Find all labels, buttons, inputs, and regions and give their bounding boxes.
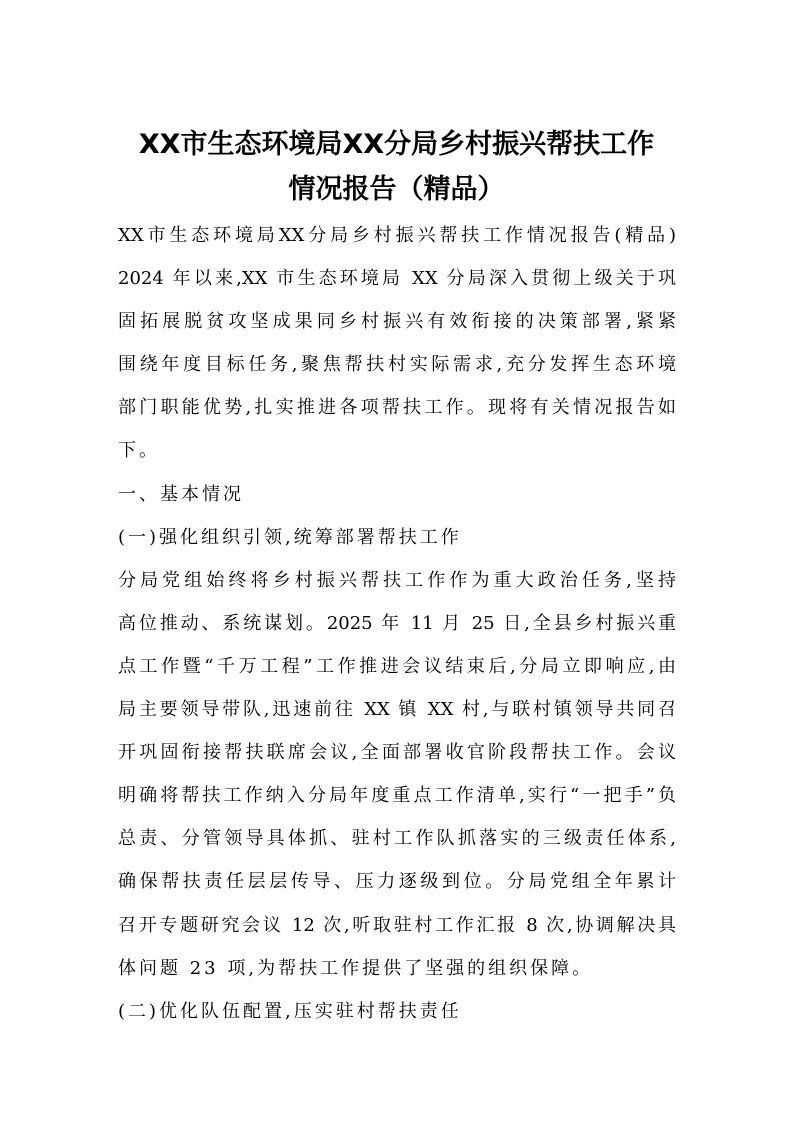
text-line: 确保帮扶责任层层传导、压力逐级到位。分局党组全年累计 <box>118 871 676 893</box>
document-title <box>0 122 793 212</box>
text-line: 下。 <box>118 440 160 462</box>
text-line: (二)优化队伍配置,压实驻村帮扶责任 <box>118 1000 462 1022</box>
text-line: 局主要领导带队,迅速前往 XX 镇 XX 村,与联村镇领导共同召 <box>118 699 676 721</box>
text-line: 召开专题研究会议 12 次,听取驻村工作汇报 8 次,协调解决具 <box>118 914 676 936</box>
title-line-2: 情况报告（精品） <box>288 174 505 205</box>
text-line: 2024 年以来,XX 市生态环境局 XX 分局深入贯彻上级关于巩 <box>118 268 676 290</box>
document-body <box>118 214 676 1033</box>
text-line: 体问题 23 项,为帮扶工作提供了坚强的组织保障。 <box>118 957 594 979</box>
title-line-1: XX市生态环境局XX分局乡村振兴帮扶工作 <box>138 129 655 160</box>
text-line: 固拓展脱贫攻坚成果同乡村振兴有效衔接的决策部署,紧紧 <box>118 311 676 333</box>
text-line: XX市生态环境局XX分局乡村振兴帮扶工作情况报告(精品) <box>118 225 676 246</box>
text-line: 开巩固衔接帮扶联席会议,全面部署收官阶段帮扶工作。会议 <box>118 742 676 764</box>
text-line: 明确将帮扶工作纳入分局年度重点工作清单,实行“一把手”负 <box>118 785 676 807</box>
text-line: (一)强化组织引领,统筹部署帮扶工作 <box>118 526 462 548</box>
text-line: 高位推动、系统谋划。2025 年 11 月 25 日,全县乡村振兴重 <box>118 612 676 634</box>
text-line: 部门职能优势,扎实推进各项帮扶工作。现将有关情况报告如 <box>118 397 676 419</box>
text-line: 围绕年度目标任务,聚焦帮扶村实际需求,充分发挥生态环境 <box>118 354 676 376</box>
text-line: 分局党组始终将乡村振兴帮扶工作作为重大政治任务,坚持 <box>118 569 676 591</box>
text-line: 一、基本情况 <box>118 483 244 505</box>
text-line: 点工作暨“千万工程”工作推进会议结束后,分局立即响应,由 <box>118 655 676 677</box>
text-line: 总责、分管领导具体抓、驻村工作队抓落实的三级责任体系, <box>118 828 676 850</box>
